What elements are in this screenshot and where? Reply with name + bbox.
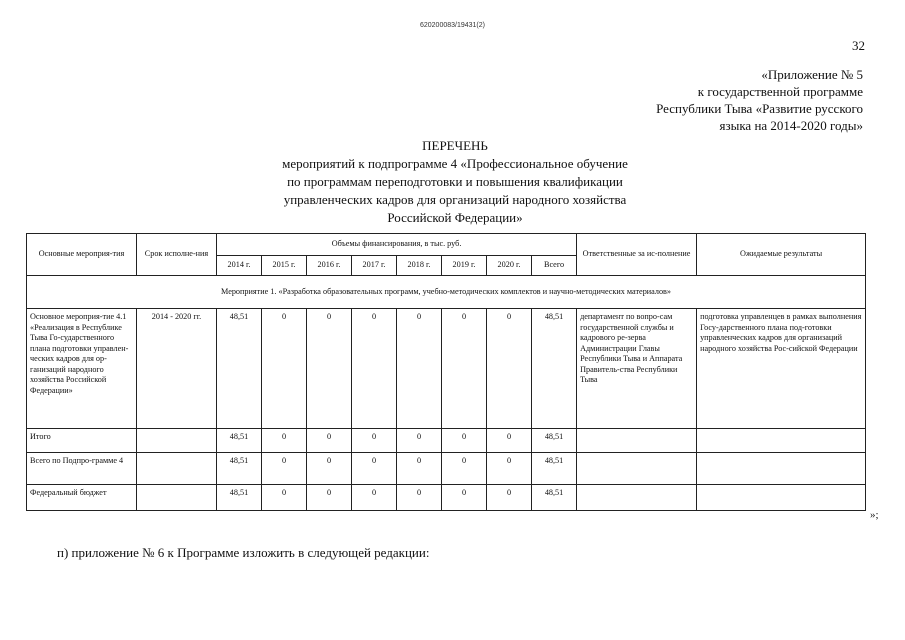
value-cell: 0 [352, 309, 397, 429]
value-cell: 0 [487, 309, 532, 429]
header-year: 2019 г. [442, 256, 487, 276]
value-cell: 0 [487, 453, 532, 485]
title-line: Российской Федерации» [387, 210, 523, 225]
closing-quote-mark: »; [870, 509, 879, 521]
value-cell: 48,51 [217, 485, 262, 511]
value-cell: 0 [487, 485, 532, 511]
value-cell: 0 [262, 309, 307, 429]
document-id: 620200083/19431(2) [419, 22, 485, 29]
header-total: Всего [532, 256, 577, 276]
appendix-line: к государственной программе [697, 84, 863, 99]
empty-cell [577, 485, 697, 511]
title-line: ПЕРЕЧЕНЬ [422, 138, 488, 153]
total-cell: 48,51 [532, 485, 577, 511]
appendix-header [603, 66, 863, 134]
value-cell: 0 [307, 429, 352, 453]
total-cell: 48,51 [532, 309, 577, 429]
value-cell: 0 [442, 485, 487, 511]
table-row [27, 309, 866, 429]
empty-cell [697, 485, 866, 511]
empty-cell [137, 429, 217, 453]
title-line: по программам переподготовки и повышения квалификации [287, 174, 623, 189]
value-cell: 0 [442, 429, 487, 453]
empty-cell [697, 453, 866, 485]
value-cell: 0 [442, 453, 487, 485]
header-activities: Основные мероприя-тия [27, 234, 137, 276]
value-cell: 0 [262, 429, 307, 453]
value-cell: 0 [352, 429, 397, 453]
row-label: Всего по Подпро-грамме 4 [27, 453, 137, 485]
value-cell: 0 [487, 429, 532, 453]
activity-cell: Основное мероприя-тие 4.1 «Реализация в Республике Тыва Го-сударственного плана подготовки управлен-ческих кадров для ор-ганизаций народного хозяйства Российской Федерации» [27, 309, 137, 429]
title-line: управленческих кадров для организаций народного хозяйства [283, 192, 627, 207]
page-number: 32 [852, 38, 865, 53]
header-year: 2018 г. [397, 256, 442, 276]
value-cell: 0 [397, 309, 442, 429]
header-year: 2016 г. [307, 256, 352, 276]
header-year: 2014 г. [217, 256, 262, 276]
empty-cell [577, 453, 697, 485]
value-cell: 0 [352, 453, 397, 485]
header-year: 2015 г. [262, 256, 307, 276]
section-text: Мероприятие 1. «Разработка образовательных программ, учебно-методических комплектов и научно-методических материалов» [221, 286, 672, 296]
empty-cell [697, 429, 866, 453]
header-results: Ожидаемые результаты [697, 234, 866, 276]
table-row [27, 485, 866, 511]
empty-cell [137, 453, 217, 485]
appendix-line: Республики Тыва «Развитие русского [656, 101, 863, 116]
value-cell: 0 [262, 485, 307, 511]
value-cell: 0 [262, 453, 307, 485]
document-title [225, 137, 685, 227]
value-cell: 0 [307, 485, 352, 511]
header-funding: Объемы финансирования, в тыс. руб. [217, 234, 577, 256]
value-cell: 48,51 [217, 309, 262, 429]
result-cell: подготовка управленцев в рамках выполнения Госу-дарственного плана под-готовки управленческих кадров для организаций народного хозяйства Рос-сийской Федерации [697, 309, 866, 429]
empty-cell [577, 429, 697, 453]
header-year: 2017 г. [352, 256, 397, 276]
value-cell: 48,51 [217, 429, 262, 453]
title-line: мероприятий к подпрограмме 4 «Профессиональное обучение [282, 156, 628, 171]
footer-instruction: п) приложение № 6 к Программе изложить в следующей редакции: [57, 545, 430, 560]
appendix-line: языка на 2014-2020 годы» [719, 118, 863, 133]
row-label: Федеральный бюджет [27, 485, 137, 511]
value-cell: 0 [442, 309, 487, 429]
funding-table [26, 233, 866, 511]
table-row [27, 453, 866, 485]
empty-cell [137, 485, 217, 511]
row-label: Итого [27, 429, 137, 453]
value-cell: 0 [397, 485, 442, 511]
value-cell: 0 [307, 453, 352, 485]
responsible-cell: департамент по вопро-сам государственной службы и кадрового ре-зерва Администрации Главы Республики Тыва и Аппарата Правитель-ства Республики Тыва [577, 309, 697, 429]
header-year: 2020 г. [487, 256, 532, 276]
value-cell: 0 [397, 453, 442, 485]
header-period: Срок исполне-ния [137, 234, 217, 276]
value-cell: 0 [397, 429, 442, 453]
header-responsible: Ответственные за ис-полнение [577, 234, 697, 276]
value-cell: 0 [307, 309, 352, 429]
value-cell: 0 [352, 485, 397, 511]
value-cell: 48,51 [217, 453, 262, 485]
table-row [27, 429, 866, 453]
period-cell: 2014 - 2020 гг. [137, 309, 217, 429]
total-cell: 48,51 [532, 453, 577, 485]
appendix-line: «Приложение № 5 [761, 67, 863, 82]
section-heading [27, 276, 866, 309]
total-cell: 48,51 [532, 429, 577, 453]
